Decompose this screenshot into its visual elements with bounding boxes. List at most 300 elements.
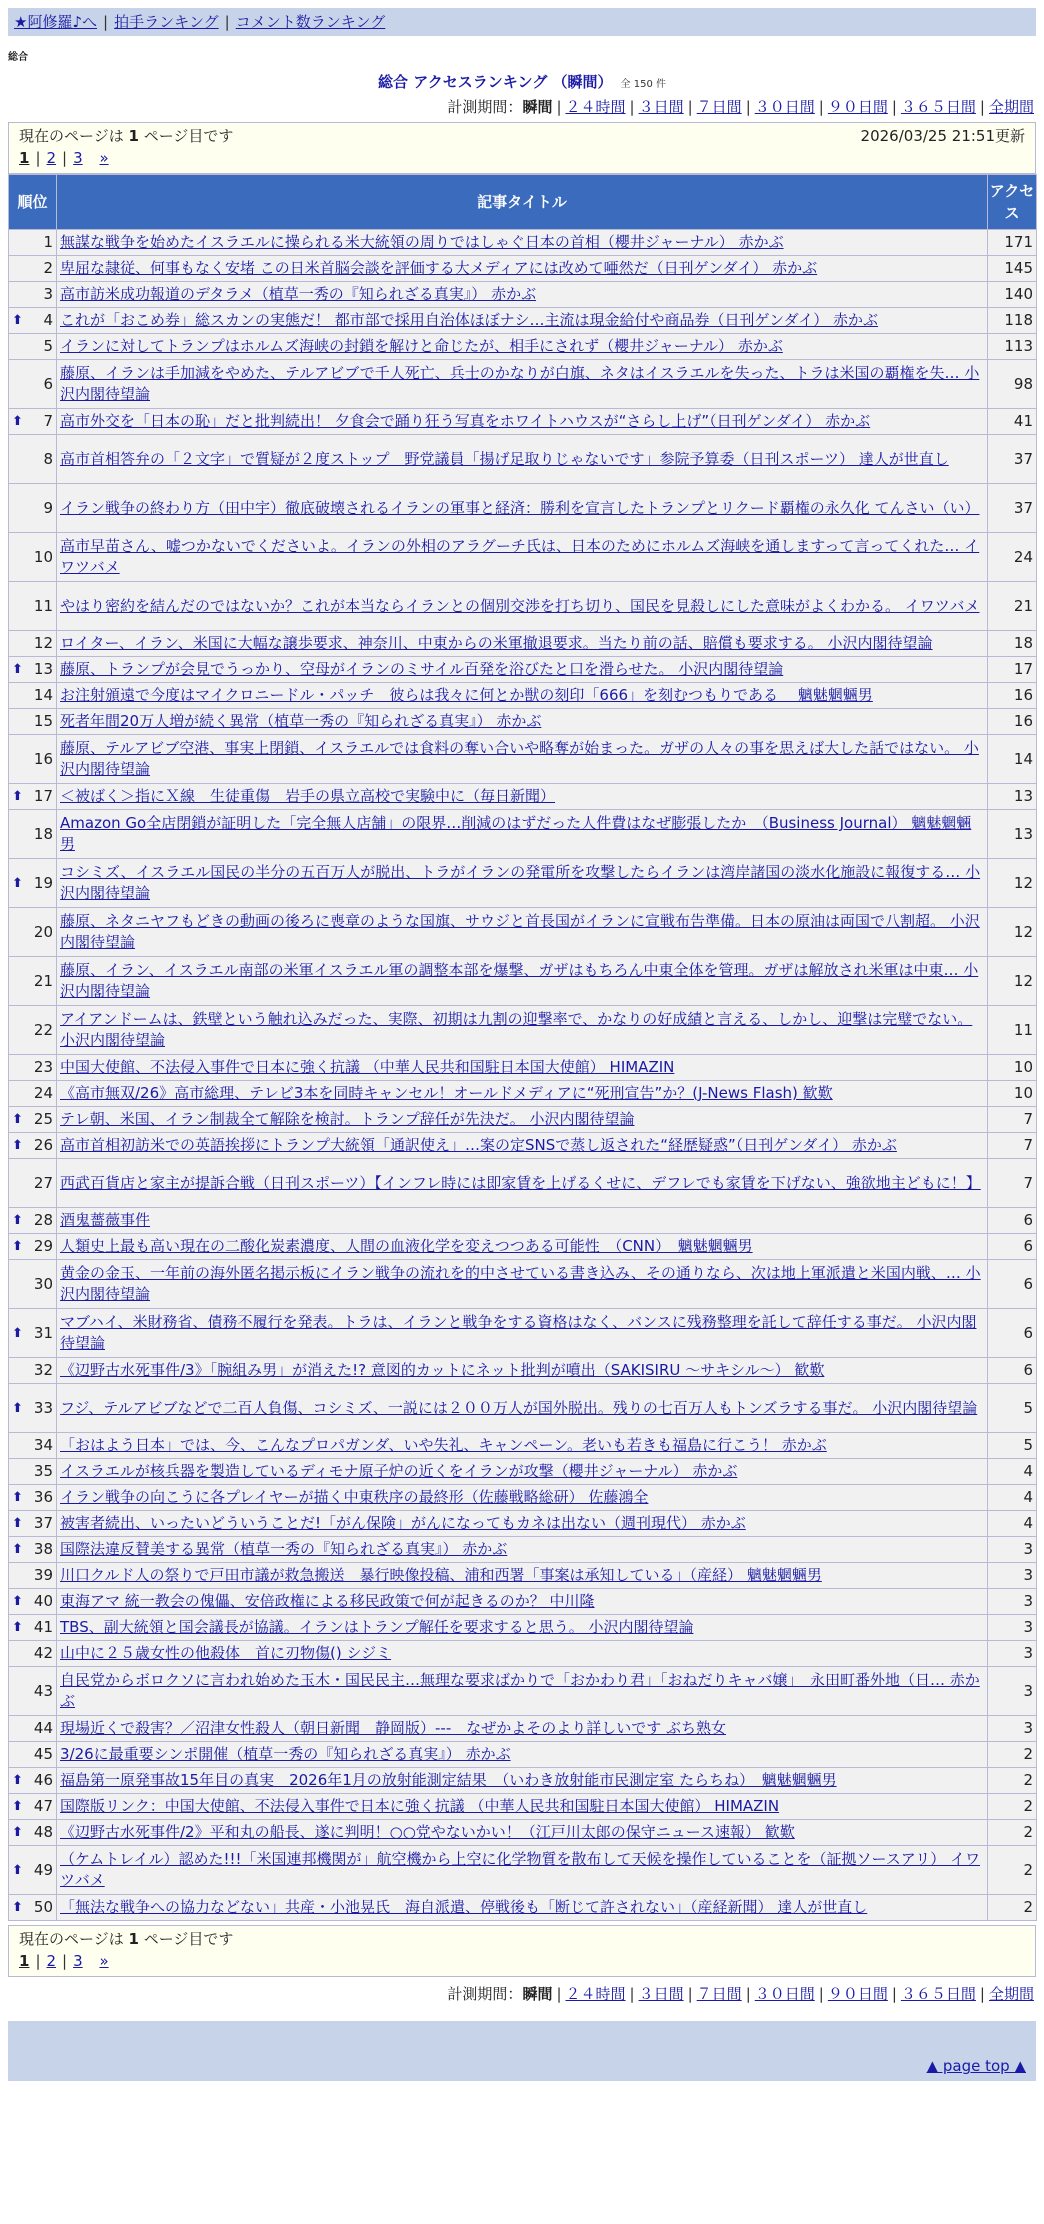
title-cell (57, 631, 988, 657)
title-cell (57, 1742, 988, 1768)
period-current: 瞬間 (522, 1985, 553, 2003)
table-row (9, 957, 1037, 1006)
page-separator (89, 1952, 94, 1970)
title-cell (57, 308, 988, 334)
article-title-link[interactable]: Amazon Go全店閉鎖が証明した「完全無人店舗」の限界…削減のはずだった人件費はなぜ膨張したか （Business Journal） 魑魅魍魎男 (60, 814, 972, 853)
article-title-link[interactable]: 中国大使館、不法侵入事件で日本に強く抗議 （中華人民共和国駐日本国大使館） HIMAZIN (60, 1058, 675, 1076)
rank-up-arrow-icon: ⬆ (12, 1138, 23, 1153)
rank-cell (9, 409, 57, 435)
period-link[interactable]: ３０日間 (754, 1985, 815, 2003)
article-title-link[interactable]: 「無法な戦争への協力などない」共産・小池晃氏 海自派遣、停戦後も「断じて許されない」（産経新聞） 達人が世直し (60, 1898, 868, 1916)
page-status-pre: 現在のページは (19, 127, 129, 145)
title-cell (57, 334, 988, 360)
table-row (9, 435, 1037, 484)
access-count-cell: 3 (988, 1716, 1037, 1742)
rank-number: 27 (33, 1173, 53, 1192)
article-title-link[interactable]: 藤原、イランは手加減をやめた、テルアビブで千人死亡、兵士のかなりが白旗、ネタはイスラエルを失った、トラは米国の覇権を失… 小沢内閣待望論 (60, 364, 980, 403)
title-cell (57, 435, 988, 484)
access-count-cell: 24 (988, 533, 1037, 582)
rank-cell (9, 1820, 57, 1846)
rank-up-arrow-icon: ⬆ (12, 1400, 23, 1416)
table-row (9, 631, 1037, 657)
period-separator: | (818, 1985, 824, 2003)
table-row (9, 908, 1037, 957)
rank-cell (9, 1846, 57, 1895)
period-separator: | (556, 98, 562, 116)
title-cell (57, 1716, 988, 1742)
rank-number: 41 (33, 1618, 53, 1636)
title-cell (57, 810, 988, 859)
period-separator: | (979, 1985, 985, 2003)
period-link[interactable]: ３日間 (638, 1985, 684, 2003)
nav-comment-ranking-link[interactable]: コメント数ランキング (235, 13, 386, 31)
article-title-link[interactable]: 藤原、トランプが会見でうっかり、空母がイランのミサイル百発を浴びたと口を滑らせた。 小沢内閣待望論 (60, 660, 784, 678)
access-count-cell: 6 (988, 1208, 1037, 1234)
period-link[interactable]: ３６５日間 (900, 98, 976, 116)
period-separator: | (629, 1985, 635, 2003)
period-link[interactable]: ９０日間 (827, 1985, 888, 2003)
rank-number: 21 (33, 971, 53, 990)
article-title-link[interactable]: 藤原、テルアビブ空港、事実上閉鎖、イスラエルでは食料の奪い合いや略奪が始まった。ガザの人々の事を思えば大した話ではない。 小沢内閣待望論 (60, 739, 979, 778)
article-title-link[interactable]: 《高市無双/26》高市総理、テレビ3本を同時キャンセル！オールドメディアに“死刑宣告”か？(J-News Flash) 歓歎 (60, 1084, 833, 1102)
rank-number: 12 (33, 634, 53, 652)
period-link[interactable]: 全期間 (988, 1985, 1034, 2003)
table-row (9, 1667, 1037, 1716)
access-count-cell: 98 (988, 360, 1037, 409)
title-cell (57, 1846, 988, 1895)
rank-cell (9, 1234, 57, 1260)
title-cell (57, 230, 988, 256)
rank-up-arrow-icon: ⬆ (12, 1862, 23, 1878)
title-cell (57, 1006, 988, 1055)
access-count-cell: 3 (988, 1641, 1037, 1667)
article-title-link[interactable]: 被害者続出、いったいどういうことだ!「がん保険」がんになってもカネは出ない（週刊現代） 赤かぶ (60, 1514, 746, 1532)
rank-cell (9, 1459, 57, 1485)
rank-cell (9, 735, 57, 784)
rank-number: 37 (33, 1514, 53, 1532)
table-row (9, 1563, 1037, 1589)
current-page-number: 1 (128, 127, 139, 145)
period-link[interactable]: ２４時間 (565, 98, 626, 116)
page-status-pre: 現在のページは (19, 1930, 129, 1948)
article-title-link[interactable]: イスラエルが核兵器を製造しているディモナ原子炉の近くをイランが攻撃（櫻井ジャーナル） 赤かぶ (60, 1462, 738, 1480)
article-title-link[interactable]: コシミズ、イスラエル国民の半分の五百万人が脱出、トラがイランの発電所を攻撃したらイランは湾岸諸国の淡水化施設に報復する… 小沢内閣待望論 (60, 863, 981, 902)
page-current: 1 (19, 1952, 30, 1970)
article-title-link[interactable]: 川口クルド人の祭りで戸田市議が救急搬送 暴行映像投稿、浦和西署「事案は承知している」（産経） 魑魅魍魎男 (60, 1566, 822, 1584)
title-cell (57, 1081, 988, 1107)
rank-number: 31 (33, 1323, 53, 1342)
rank-number: 35 (33, 1462, 53, 1480)
access-count-cell: 6 (988, 1260, 1037, 1309)
article-title-link[interactable]: 藤原、ネタニヤフもどきの動画の後ろに喪章のような国旗、サウジと首長国がイランに宣戦布告準備。日本の原油は両国で八割超。 小沢内閣待望論 (60, 912, 980, 951)
rank-number: 24 (33, 1084, 53, 1102)
access-count-cell: 3 (988, 1537, 1037, 1563)
period-link[interactable]: ３６５日間 (900, 1985, 976, 2003)
rank-cell (9, 1159, 57, 1208)
table-row (9, 484, 1037, 533)
rank-number: 50 (33, 1898, 53, 1916)
article-title-link[interactable]: 西武百貨店と家主が提訴合戦（日刊スポーツ）【インフレ時には即家賃を上げるくせに、デフレでも家賃を下げない、強欲地主どもに！】 (60, 1173, 981, 1192)
rank-cell (9, 582, 57, 631)
rank-up-arrow-icon: ⬆ (12, 1239, 23, 1254)
access-count-cell: 2 (988, 1742, 1037, 1768)
article-title-link[interactable]: やはり密約を結んだのではないか？これが本当ならイランとの個別交渉を打ち切り、国民を見殺しにした意味がよくわかる。 イワツバメ (60, 596, 980, 615)
period-link[interactable]: ３０日間 (754, 98, 815, 116)
period-link[interactable]: ７日間 (696, 98, 742, 116)
article-title-link[interactable]: TBS、副大統領と国会議長が協議。イランはトランプ解任を要求すると思う。 小沢内閣待望論 (60, 1618, 694, 1636)
page-links-row (19, 1950, 1025, 1972)
rank-number: 46 (33, 1771, 53, 1789)
total-count: 全 150 件 (620, 79, 666, 90)
title-cell (57, 1667, 988, 1716)
access-count-cell: 113 (988, 334, 1037, 360)
period-link[interactable]: 全期間 (988, 98, 1034, 116)
rank-number: 4 (43, 311, 53, 329)
title-cell (57, 1768, 988, 1794)
rank-cell (9, 1081, 57, 1107)
table-row (9, 1768, 1037, 1794)
period-selector (0, 96, 1034, 118)
access-count-cell: 14 (988, 735, 1037, 784)
rank-cell (9, 360, 57, 409)
access-count-cell: 6 (988, 1234, 1037, 1260)
rank-number: 5 (43, 337, 53, 355)
article-title-link[interactable]: お注射頒遠で今度はマイクロニードル・パッチ 彼らは我々に何とか獣の刻印「666」を刻むつもりである 魑魅魍魎男 (60, 686, 873, 704)
period-separator: | (745, 98, 751, 116)
rank-cell (9, 435, 57, 484)
access-count-cell: 37 (988, 435, 1037, 484)
article-title-link[interactable]: イラン戦争の終わり方（田中宇）徹底破壊されるイランの軍事と経済：勝利を宣言したトランプとリクード覇権の永久化 てんさい（い） (60, 498, 980, 517)
pagination-box-bottom (8, 1925, 1036, 1977)
access-count-cell: 6 (988, 1358, 1037, 1384)
table-row (9, 1459, 1037, 1485)
article-title-link[interactable]: テレ朝、米国、イラン制裁全て解除を検討。トランプ辞任が先決だ。 小沢内閣待望論 (60, 1110, 635, 1128)
period-link[interactable]: ２４時間 (565, 1985, 626, 2003)
table-row (9, 1641, 1037, 1667)
page-link[interactable]: 3 (73, 1952, 83, 1970)
article-title-link[interactable]: ＜被ばく＞指にＸ線 生徒重傷 岩手の県立高校で実験中に（毎日新聞） (60, 787, 556, 805)
period-selector-bottom (0, 1981, 1034, 2007)
article-title-link[interactable]: 国際版リンク：中国大使館、不法侵入事件で日本に強く抗議 （中華人民共和国駐日本国大使館） HIMAZIN (60, 1797, 780, 1815)
rank-number: 8 (43, 449, 53, 468)
rank-cell (9, 709, 57, 735)
title-cell (57, 784, 988, 810)
access-count-cell: 118 (988, 308, 1037, 334)
page-status (19, 1928, 233, 1950)
article-title-link[interactable]: 《辺野古水死事件/2》平和丸の船長、遂に判明！○○党やないかい！（江戸川太郎の保守ニュース速報） 歓歎 (60, 1823, 795, 1841)
article-title-link[interactable]: 高市訪米成功報道のデタラメ（植草一秀の『知られざる真実』） 赤かぶ (60, 285, 537, 303)
page-link[interactable]: 3 (73, 149, 83, 167)
access-count-cell: 3 (988, 1667, 1037, 1716)
table-row (9, 1615, 1037, 1641)
rank-number: 16 (33, 749, 53, 768)
table-row (9, 859, 1037, 908)
article-title-link[interactable]: 黄金の金玉、一年前の海外匿名掲示板にイラン戦争の流れを的中させている書き込み、その通りなら、次は地上軍派遣と米国内戦、… 小沢内閣待望論 (60, 1264, 981, 1303)
rank-cell (9, 1537, 57, 1563)
rank-number: 18 (33, 824, 53, 843)
rank-up-arrow-icon: ⬆ (12, 414, 23, 429)
title-cell (57, 360, 988, 409)
table-row (9, 1260, 1037, 1309)
rank-cell (9, 1794, 57, 1820)
article-title-link[interactable]: （ケムトレイル）認めた!!!「米国連邦機関が」航空機から上空に化学物質を散布して天候を操作していることを（証拠ソースアリ） イワツバメ (60, 1850, 980, 1889)
table-header-row (9, 175, 1037, 230)
article-title-link[interactable]: 高市早苗さん、嘘つかないでくださいよ。イランの外相のアラグーチ氏は、日本のためにホルムズ海峡を通しますって言ってくれた… イワツバメ (60, 537, 980, 576)
access-count-cell: 2 (988, 1895, 1037, 1921)
rank-number: 22 (33, 1020, 53, 1039)
rank-number: 25 (33, 1110, 53, 1128)
article-title-link[interactable]: 藤原、イラン、イスラエル南部の米軍イスラエル軍の調整本部を爆撃、ガザはもちろん中東全体を管理。ガザは解放され米軍は中東… 小沢内閣待望論 (60, 961, 979, 1000)
table-row (9, 1820, 1037, 1846)
rank-cell (9, 1511, 57, 1537)
article-title-link[interactable]: 無謀な戦争を始めたイスラエルに操られる米大統領の周りではしゃぐ日本の首相（櫻井ジャーナル） 赤かぶ (60, 233, 784, 251)
table-row (9, 1309, 1037, 1358)
period-separator: | (979, 98, 985, 116)
header-rank: 順位 (9, 175, 57, 230)
article-title-link[interactable]: 現場近くで殺害？／沼津女性殺人（朝日新聞 静岡版）--- なぜかよそのより詳しいです ぶち熟女 (60, 1719, 727, 1737)
page-separator: | (62, 149, 68, 167)
title-cell (57, 1208, 988, 1234)
rank-number: 28 (33, 1211, 53, 1229)
rank-number: 26 (33, 1136, 53, 1154)
pagination-box (8, 122, 1036, 174)
table-row (9, 1537, 1037, 1563)
access-count-cell: 4 (988, 1485, 1037, 1511)
rank-cell (9, 1433, 57, 1459)
period-link[interactable]: ７日間 (696, 1985, 742, 2003)
title-cell (57, 1055, 988, 1081)
rank-cell (9, 308, 57, 334)
rank-cell (9, 1133, 57, 1159)
table-row (9, 1208, 1037, 1234)
rank-number: 32 (33, 1361, 53, 1379)
page-separator: | (35, 149, 41, 167)
page-separator: | (62, 1952, 68, 1970)
table-row (9, 1895, 1037, 1921)
article-title-link[interactable]: 死者年間20万人増が続く異常（植草一秀の『知られざる真実』） 赤かぶ (60, 712, 542, 730)
table-row (9, 1846, 1037, 1895)
rank-number: 30 (33, 1274, 53, 1293)
article-title-link[interactable]: 卑屈な隷従、何事もなく安堵 この日米首脳会談を評価する大メディアには改めて唖然だ（日刊ゲンダイ） 赤かぶ (60, 259, 818, 277)
updated-timestamp: 2026/03/25 21:51更新 (860, 127, 1025, 145)
table-row (9, 1107, 1037, 1133)
rank-number: 47 (33, 1797, 53, 1815)
table-row (9, 1384, 1037, 1433)
table-row (9, 582, 1037, 631)
title-cell (57, 859, 988, 908)
rank-up-arrow-icon: ⬆ (12, 1773, 23, 1788)
rank-cell (9, 683, 57, 709)
access-count-cell: 37 (988, 484, 1037, 533)
rank-number: 13 (33, 660, 53, 678)
access-count-cell: 13 (988, 810, 1037, 859)
title-cell (57, 1260, 988, 1309)
title-cell (57, 1459, 988, 1485)
rank-number: 17 (33, 787, 53, 805)
article-title-link[interactable]: 国際法違反賛美する異常（植草一秀の『知られざる真実』） 赤かぶ (60, 1540, 508, 1558)
table-row (9, 810, 1037, 859)
rank-number: 45 (33, 1745, 53, 1763)
access-count-cell: 5 (988, 1433, 1037, 1459)
article-title-link[interactable]: 酒鬼薔薇事件 (60, 1211, 151, 1229)
rank-cell (9, 859, 57, 908)
title-cell (57, 1384, 988, 1433)
title-cell (57, 735, 988, 784)
article-title-link[interactable]: 高市外交を「日本の恥」だと批判続出！ 夕食会で踊り狂う写真をホワイトハウスが“さらし上げ”（日刊ゲンダイ） 赤かぶ (60, 412, 871, 430)
page-top-link[interactable]: ▲ page top ▲ (926, 2057, 1026, 2075)
rank-cell (9, 631, 57, 657)
article-title-link[interactable]: マブハイ、米財務省、債務不履行を発表。トラは、イランと戦争をする資格はなく、バンスに残務整理を託して辞任する事だ。 小沢内閣待望論 (60, 1313, 977, 1352)
rank-up-arrow-icon: ⬆ (12, 1594, 23, 1609)
article-title-link[interactable]: 人類史上最も高い現在の二酸化炭素濃度、人間の血液化学を変えつつある可能性 （CNN） 魑魅魍魎男 (60, 1237, 753, 1255)
rank-up-arrow-icon: ⬆ (12, 1213, 23, 1228)
access-count-cell: 21 (988, 582, 1037, 631)
nav-clap-ranking-link[interactable]: 拍手ランキング (114, 13, 219, 31)
rank-up-arrow-icon: ⬆ (12, 1325, 23, 1341)
period-link[interactable]: ９０日間 (827, 98, 888, 116)
rank-cell (9, 1641, 57, 1667)
ranking-table-body (9, 230, 1037, 1921)
title-cell (57, 1895, 988, 1921)
table-row (9, 533, 1037, 582)
article-title-link[interactable]: 3/26に最重要シンポ開催（植草一秀の『知られざる真実』） 赤かぶ (60, 1745, 511, 1763)
rank-cell (9, 1485, 57, 1511)
title-cell (57, 1641, 988, 1667)
page-link[interactable]: 2 (46, 1952, 57, 1970)
article-title-link[interactable]: イラン戦争の向こうに各プレイヤーが描く中東秩序の最終形（佐藤戦略総研） 佐藤鴻全 (60, 1488, 649, 1506)
access-count-cell: 3 (988, 1563, 1037, 1589)
period-separator: | (891, 98, 897, 116)
page-link[interactable]: 2 (46, 149, 57, 167)
title-cell (57, 683, 988, 709)
title-cell (57, 409, 988, 435)
page-title (0, 72, 1044, 92)
period-link[interactable]: ３日間 (638, 98, 684, 116)
rank-number: 1 (43, 233, 53, 251)
rank-cell (9, 230, 57, 256)
table-row (9, 784, 1037, 810)
period-separator: | (556, 1985, 562, 2003)
article-title-link[interactable]: 自民党からボロクソに言われ始めた玉木・国民民主…無理な要求ばかりで「おかわり君」「おねだりキャバ嬢」 永田町番外地（日… 赤かぶ (60, 1671, 980, 1710)
rank-number: 36 (33, 1488, 53, 1506)
rank-number: 34 (33, 1436, 53, 1454)
rank-up-arrow-icon: ⬆ (12, 1490, 23, 1505)
access-count-cell: 7 (988, 1133, 1037, 1159)
table-row (9, 1433, 1037, 1459)
rank-cell (9, 784, 57, 810)
article-title-link[interactable]: 《辺野古水死事件/3》「腕組み男」が消えた!? 意図的カットにネット批判が噴出（SAKISIRU ～サキシル～） 歓歎 (60, 1361, 825, 1379)
rank-number: 10 (33, 547, 53, 566)
rank-number: 15 (33, 712, 53, 730)
title-cell (57, 1537, 988, 1563)
article-title-link[interactable]: これが「おこめ券」総スカンの実態だ！ 都市部で採用自治体ほぼナシ…主流は現金給付や商品券（日刊ゲンダイ） 赤かぶ (60, 311, 879, 329)
rank-up-arrow-icon: ⬆ (12, 1620, 23, 1635)
table-row (9, 1234, 1037, 1260)
rank-number: 48 (33, 1823, 53, 1841)
rank-cell (9, 1358, 57, 1384)
table-row (9, 1006, 1037, 1055)
table-row (9, 308, 1037, 334)
rank-number: 19 (33, 873, 53, 892)
access-count-cell: 4 (988, 1459, 1037, 1485)
table-row (9, 282, 1037, 308)
article-title-link[interactable]: フジ、テルアビブなどで二百人負傷、コシミズ、一説には２００万人が国外脱出。残りの七百万人もトンズラする事だ。 小沢内閣待望論 (60, 1398, 978, 1417)
access-count-cell: 7 (988, 1107, 1037, 1133)
rank-number: 6 (43, 374, 53, 393)
rank-number: 42 (33, 1644, 53, 1662)
title-cell (57, 1615, 988, 1641)
page-next-link[interactable]: » (99, 1952, 109, 1970)
rank-number: 20 (33, 922, 53, 941)
title-cell (57, 582, 988, 631)
header-title: 記事タイトル (57, 175, 988, 230)
title-cell (57, 1159, 988, 1208)
nav-separator: | (224, 13, 230, 31)
period-separator: | (745, 1985, 751, 2003)
table-row (9, 1794, 1037, 1820)
article-title-link[interactable]: 高市首相答弁の「２文字」で質疑が２度ストップ 野党議員「揚げ足取りじゃないです」参院予算委（日刊スポーツ） 達人が世直し (60, 449, 949, 468)
rank-number: 2 (43, 259, 53, 277)
title-cell (57, 1794, 988, 1820)
article-title-link[interactable]: 山中に２５歳女性の他殺体 首に刃物傷() シジミ (60, 1644, 392, 1662)
rank-number: 3 (43, 285, 53, 303)
table-row (9, 1159, 1037, 1208)
page-status-row (19, 1928, 1025, 1950)
rank-number: 9 (43, 498, 53, 517)
title-cell (57, 1589, 988, 1615)
access-count-cell: 4 (988, 1511, 1037, 1537)
rank-up-arrow-icon: ⬆ (12, 789, 23, 804)
article-title-link[interactable]: 福島第一原発事故15年目の真実 2026年1月の放射能測定結果 （いわき放射能市民測定室 たらちね） 魑魅魍魎男 (60, 1771, 837, 1789)
article-title-link[interactable]: 「おはよう日本」では、今、こんなプロパガンダ、いや失礼、キャンペーン。老いも若きも福島に行こう！ 赤かぶ (60, 1436, 827, 1454)
access-count-cell: 2 (988, 1820, 1037, 1846)
period-separator: | (687, 1985, 693, 2003)
article-title-link[interactable]: 東海アマ 統一教会の傀儡、安倍政権による移民政策で何が起きるのか？ 中川隆 (60, 1592, 595, 1610)
page-separator: | (35, 1952, 41, 1970)
rank-cell (9, 334, 57, 360)
table-row (9, 360, 1037, 409)
table-row (9, 1358, 1037, 1384)
title-cell (57, 282, 988, 308)
table-row (9, 256, 1037, 282)
access-count-cell: 7 (988, 1159, 1037, 1208)
page-separator (89, 149, 94, 167)
title-cell (57, 1309, 988, 1358)
table-row (9, 1055, 1037, 1081)
table-row (9, 230, 1037, 256)
article-title-link[interactable]: イランに対してトランプはホルムズ海峡の封鎖を解けと命じたが、相手にされず（櫻井ジャーナル） 赤かぶ (60, 337, 783, 355)
period-separator: | (891, 1985, 897, 2003)
rank-cell (9, 1742, 57, 1768)
rank-number: 44 (33, 1719, 53, 1737)
footer-pagetop-bar (8, 2051, 1036, 2081)
access-count-cell: 140 (988, 282, 1037, 308)
rank-number: 11 (33, 596, 53, 615)
title-cell (57, 709, 988, 735)
article-title-link[interactable]: 高市首相初訪米での英語挨拶にトランプ大統領「通訳使え」…案の定SNSで蒸し返された“経歴疑惑”（日刊ゲンダイ） 赤かぶ (60, 1136, 897, 1154)
page-next-link[interactable]: » (99, 149, 109, 167)
period-label: 計測期間： (447, 98, 523, 116)
article-title-link[interactable]: アイアンドームは、鉄壁という触れ込みだった、実際、初期は九割の迎撃率で、かなりの好成績と言える、しかし、迎撃は完璧でない。 小沢内閣待望論 (60, 1010, 973, 1049)
access-count-cell: 12 (988, 859, 1037, 908)
table-row (9, 1742, 1037, 1768)
nav-home-link[interactable]: ★阿修羅♪へ (14, 13, 98, 31)
header-access: アクセス (988, 175, 1037, 230)
article-title-link[interactable]: ロイター、イラン、米国に大幅な譲歩要求、神奈川、中東からの米軍撤退要求。当たり前の話、賠償も要求する。 小沢内閣待望論 (60, 634, 933, 652)
rank-up-arrow-icon: ⬆ (12, 1112, 23, 1127)
rank-cell (9, 1895, 57, 1921)
rank-cell (9, 908, 57, 957)
